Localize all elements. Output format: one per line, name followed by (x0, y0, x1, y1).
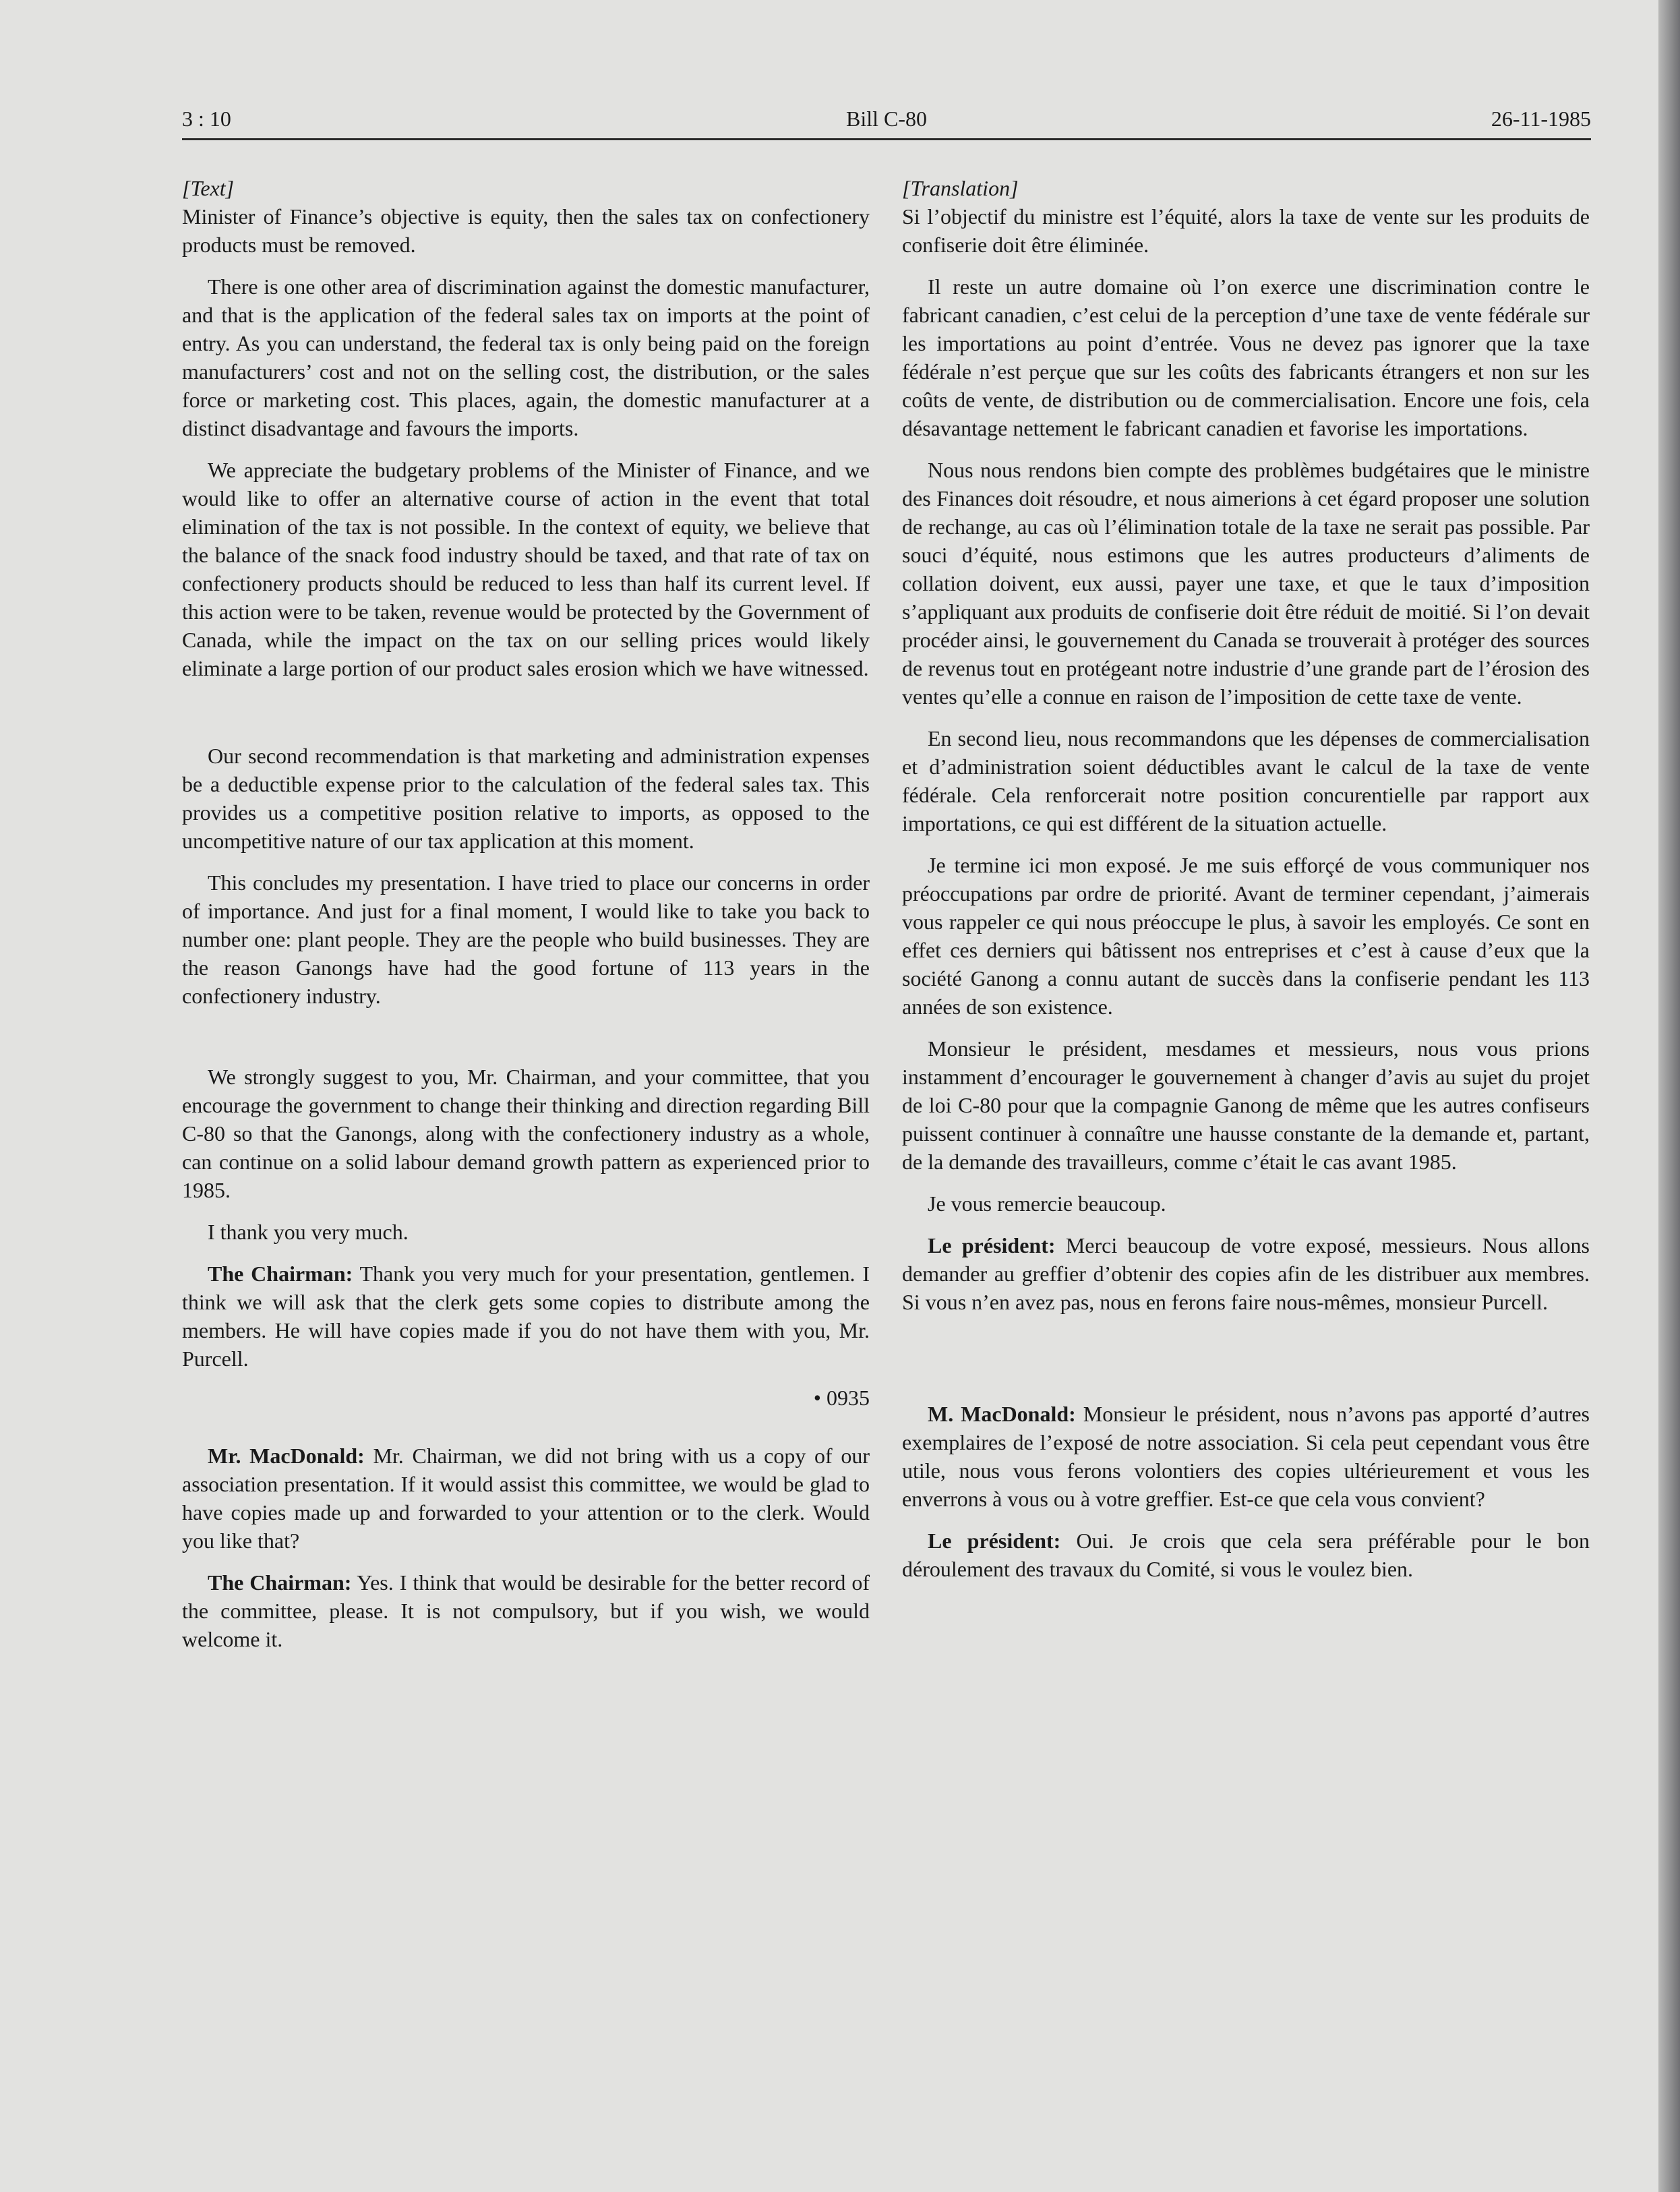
paragraph: Si l’objectif du ministre est l’équité, alors la taxe de vente sur les produits de confiserie doit être éliminée. (902, 204, 1590, 257)
speech-president (902, 1527, 1590, 1583)
bill-title: Bill C-80 (845, 107, 927, 131)
speaker-name: Le président: (928, 1529, 1061, 1553)
header-rule (182, 138, 1591, 140)
paragraph: Minister of Finance’s objective is equity, then the sales tax on confectionery products must be removed. (182, 204, 870, 257)
paragraph: Our second recommendation is that marketing and administration expenses be a deductible expense prior to the calculation of the federal sales tax. This provides us a competitive position relative to imports, as opposed to the uncompetitive nature of our tax application at this moment. (182, 744, 870, 853)
speech-text: Monsieur le président, nous n’avons pas apporté d’autres exemplaires de l’exposé de notre association. Si cela peut cependant vous être utile, nous vous ferons volontiers des copies ultérieurement et vous les enverrons à vous ou à votre greffier. Est-ce que cela vous convient? (902, 1402, 1590, 1511)
speaker-name: The Chairman: (208, 1570, 352, 1595)
language-label: [Text] (182, 176, 235, 200)
paragraph: I thank you very much. (208, 1220, 409, 1244)
speech-macdonald (902, 1400, 1590, 1513)
paragraph: Je termine ici mon exposé. Je me suis efforçé de vous communiquer nos préoccupations par ordre de priorité. Avant de terminer cependant, j’aimerais vous rappeler ce qui nous préoccupe le plus, à savoir les employés. Ce sont en effet ces derniers qui bâtissent nos entreprises et c’est à cause d’eux que la société Ganong a connu autant de succès dans la confiserie pendant les 113 années de son existence. (902, 853, 1590, 1019)
english-column (182, 174, 870, 1653)
speaker-name: M. MacDonald: (928, 1402, 1076, 1426)
speaker-name: The Chairman: (208, 1262, 353, 1286)
speech-macdonald (182, 1442, 870, 1555)
page-header (182, 101, 1591, 142)
speech-text: Thank you very much for your presentation, gentlemen. I think we will ask that the clerk gets some copies to distribute among the members. He will have copies made if you do not have them with you, Mr. Purcell. (182, 1262, 870, 1371)
speaker-name: Mr. MacDonald: (208, 1444, 365, 1468)
speech-text: Merci beaucoup de votre exposé, messieurs. Nous allons demander au greffier d’obtenir des copies afin de les distribuer aux membres. Si vous n’en avez pas, nous en ferons faire nous-mêmes, monsieur Purcell. (902, 1233, 1590, 1314)
paragraph: En second lieu, nous recommandons que les dépenses de commercialisation et d’administration soient déductibles avant le calcul de la taxe de vente fédérale. Cela renforcerait notre position concurentielle par rapport aux importations, ce qui est différent de la situation actuelle. (902, 726, 1590, 835)
paragraph: We strongly suggest to you, Mr. Chairman, and your committee, that you encourage the government to change their thinking and direction regarding Bill C-80 so that the Ganongs, along with the confectionery industry as a whole, can continue on a solid labour demand growth pattern as experienced prior to 1985. (182, 1065, 870, 1202)
paragraph: This concludes my presentation. I have tried to place our concerns in order of importance. And just for a final moment, I would like to take you back to number one: plant people. They are the people who build businesses. They are the reason Ganongs have had the good fortune of 113 years in the confectionery industry. (182, 870, 870, 1008)
session-date: 26-11-1985 (1491, 107, 1591, 131)
speech-text: Oui. Je crois que cela sera préférable pour le bon déroulement des travaux du Comité, si vous le voulez bien. (902, 1529, 1590, 1581)
speech-president (902, 1231, 1590, 1316)
paragraph: We appreciate the budgetary problems of the Minister of Finance, and we would like to offer an alternative course of action in the event that total elimination of the tax is not possible. In the context of equity, we believe that the balance of the snack food industry should be taxed, and that rate of tax on confectionery products should be reduced to less than half its current level. If this action were to be taken, revenue would be protected by the Government of Canada, while the impact on the tax on our selling prices would likely eliminate a large portion of our product sales erosion which we have witnessed. (182, 458, 870, 680)
paragraph: Monsieur le président, mesdames et messieurs, nous vous prions instamment d’encourager le gouvernement à changer d’avis au sujet du projet de loi C-80 pour que la compagnie Ganong de même que les autres confiseurs puissent continuer à connaître une hausse constante de la demande et, partant, de la demande des travailleurs, comme c’était le cas avant 1985. (902, 1036, 1590, 1174)
speech-chairman (182, 1568, 870, 1653)
speaker-name: Le président: (928, 1233, 1056, 1257)
paragraph: Nous nous rendons bien compte des problèmes budgétaires que le ministre des Finances doit résoudre, et nous aimerions à cet égard proposer une solution de rechange, au cas où l’élimination totale de la taxe ne serait pas possible. Par souci d’équité, nous estimons que les autres producteurs d’aliments de collation doivent, eux aussi, payer une taxe, et que le taux d’imposition s’appliquant aux produits de confiserie doit être réduit de moitié. Si l’on devait procéder ainsi, le gouvernement du Canada se trouverait à protéger des sources de revenus tout en protégeant notre industrie d’une grande part de l’érosion des ventes qu’elle a connue en raison de l’imposition de cette taxe de vente. (902, 458, 1590, 709)
paragraph: Je vous remercie beaucoup. (928, 1191, 1166, 1216)
language-label: [Translation] (902, 176, 1019, 200)
timestamp: • 0935 (813, 1386, 870, 1410)
scan-background (1658, 0, 1680, 2192)
page-reference: 3 : 10 (182, 107, 231, 131)
speech-text: Yes. I think that would be desirable for the better record of the committee, please. It is not compulsory, but if you wish, we would welcome it. (182, 1570, 870, 1651)
paragraph: Il reste un autre domaine où l’on exerce une discrimination contre le fabricant canadien, c’est celui de la perception d’une taxe de vente fédérale sur les importations au point d’entrée. Vous ne devez pas ignorer que la taxe fédérale n’est perçue que sur les coûts des fabricants étrangers et non sur les coûts de vente, de distribution ou de commercialisation. Encore une fois, cela désavantage nettement le fabricant canadien et favorise les importations. (902, 274, 1590, 440)
french-column (902, 174, 1590, 1583)
speech-text: Mr. Chairman, we did not bring with us a copy of our association presentation. If it would assist this committee, we would be glad to have copies made up and forwarded to your attention or to the clerk. Would you like that? (182, 1444, 870, 1553)
paragraph: There is one other area of discrimination against the domestic manufacturer, and that is the application of the federal sales tax on imports at the point of entry. As you can understand, the federal tax is only being paid on the foreign manufacturers’ cost and not on the selling cost, the distribution, or the sales force or marketing cost. This places, again, the domestic manufacturer at a distinct disadvantage and favours the imports. (182, 274, 870, 440)
speech-chairman (182, 1260, 870, 1373)
